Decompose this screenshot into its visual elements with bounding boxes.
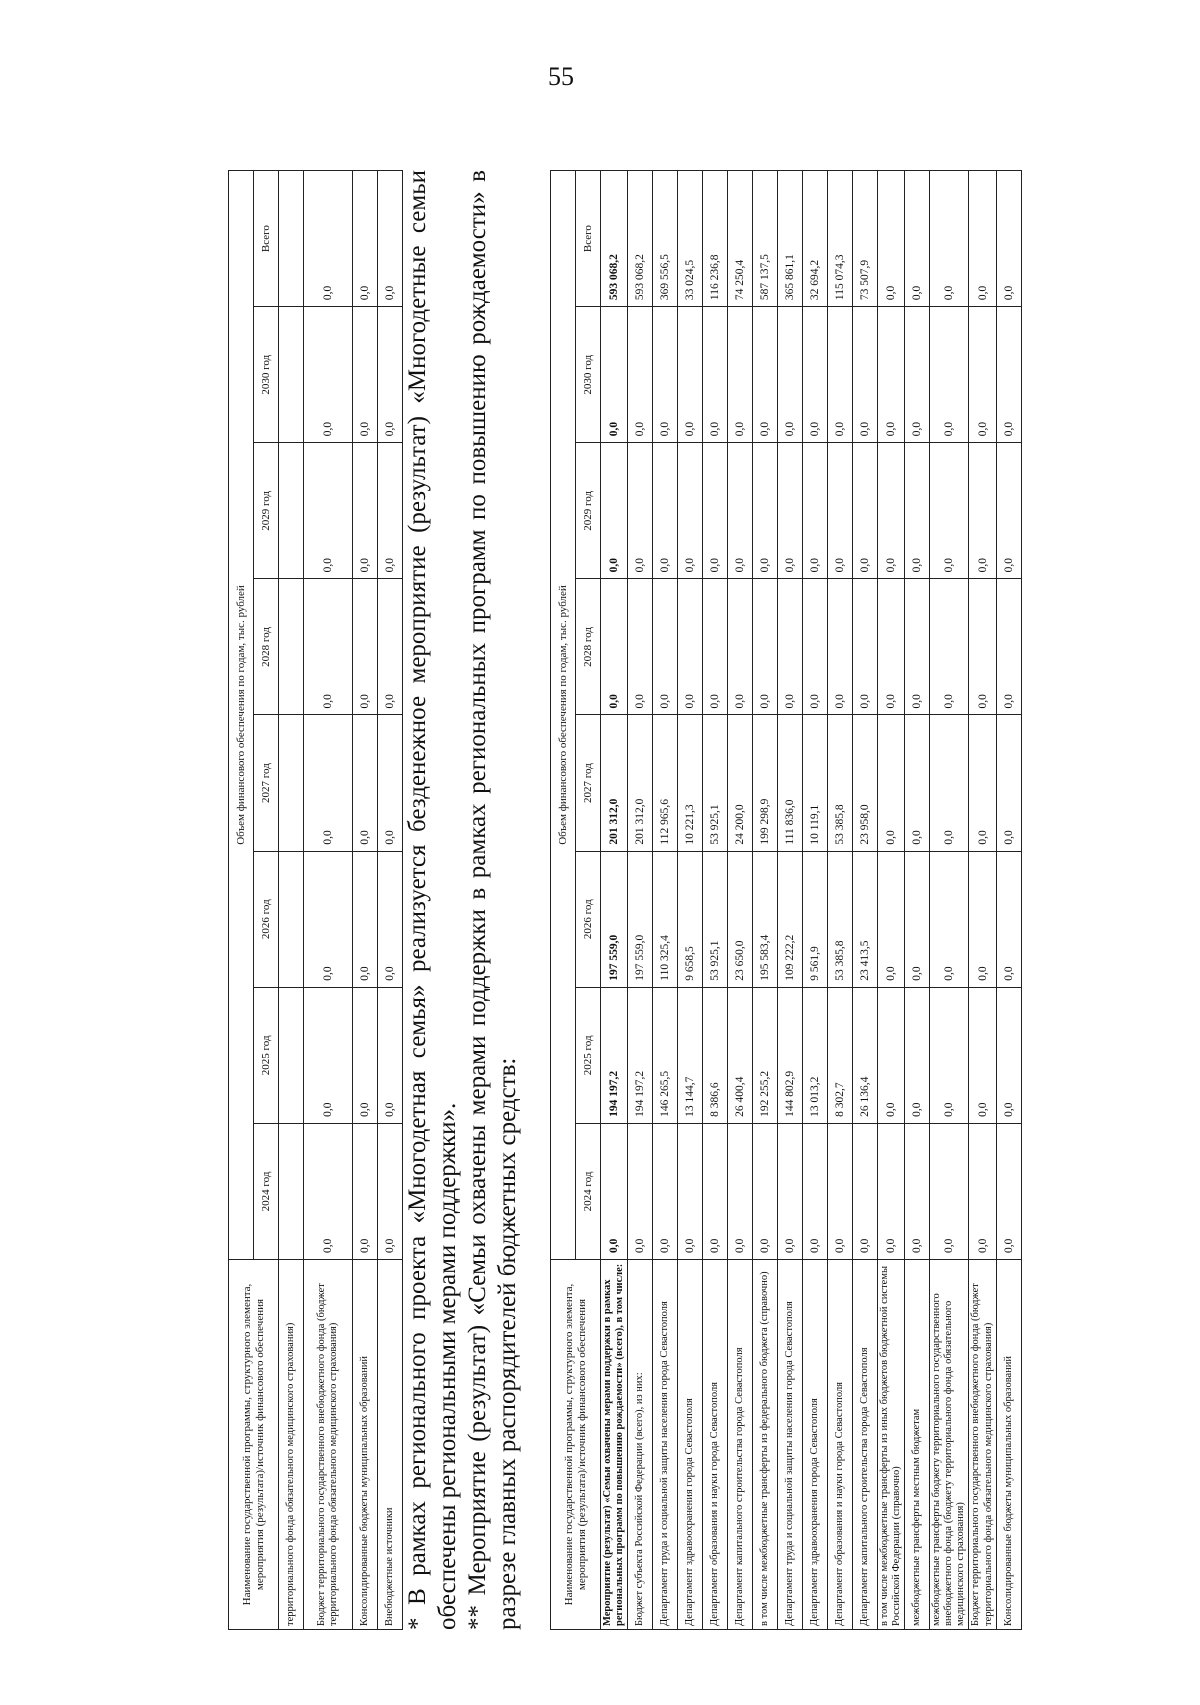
value-cell: 0,0 <box>853 579 878 715</box>
value-cell: 116 236,8 <box>703 171 728 307</box>
value-cell: 0,0 <box>678 579 703 715</box>
row-label: Департамент труда и социальной защиты населения города Севастополя <box>778 1260 803 1630</box>
table-row <box>778 171 803 1630</box>
value-cell: 201 312,0 <box>628 715 653 851</box>
t1-group-header: Объем финансового обеспечения по годам, тыс. рублей <box>229 171 254 1260</box>
t2-name-header: Наименование государственной программы, структурного элемента, мероприятия (результата)/источник финансового обеспечения <box>551 1260 601 1630</box>
value-cell: 23 650,0 <box>728 851 753 987</box>
t1-total-header: Всего <box>254 171 279 307</box>
table-row <box>969 171 996 1630</box>
value-cell: 0,0 <box>728 579 753 715</box>
value-cell: 0,0 <box>728 307 753 443</box>
value-cell: 0,0 <box>304 579 353 715</box>
value-cell: 0,0 <box>753 443 778 579</box>
row-label: межбюджетные трансферты бюджету территориального государственного внебюджетного фонда (бюджету территориального фонда обязательного медицинского страхования) <box>930 1260 969 1630</box>
value-cell: 0,0 <box>828 1123 853 1259</box>
t1-year-header: 2030 год <box>254 307 279 443</box>
value-cell: 0,0 <box>996 307 1021 443</box>
value-cell: 0,0 <box>304 987 353 1123</box>
value-cell: 0,0 <box>378 715 403 851</box>
value-cell: 195 583,4 <box>753 851 778 987</box>
value-cell: 0,0 <box>353 307 378 443</box>
value-cell: 0,0 <box>878 171 905 307</box>
value-cell: 0,0 <box>828 307 853 443</box>
t1-year-header: 2024 год <box>254 1123 279 1259</box>
value-cell: 33 024,5 <box>678 171 703 307</box>
value-cell: 112 965,6 <box>653 715 678 851</box>
value-cell: 194 197,2 <box>601 987 628 1123</box>
value-cell: 0,0 <box>304 851 353 987</box>
row-label: Департамент труда и социальной защиты населения города Севастополя <box>653 1260 678 1630</box>
value-cell: 0,0 <box>304 171 353 307</box>
page-number: 55 <box>548 62 574 91</box>
value-cell: 0,0 <box>878 987 905 1123</box>
t1-year-header: 2028 год <box>254 579 279 715</box>
table-row <box>678 171 703 1630</box>
value-cell <box>279 715 304 851</box>
table-row <box>653 171 678 1630</box>
value-cell: 110 325,4 <box>653 851 678 987</box>
footnotes <box>403 170 523 1630</box>
value-cell: 0,0 <box>853 443 878 579</box>
row-label: Департамент здравоохранения города Севастополя <box>803 1260 828 1630</box>
value-cell: 23 413,5 <box>853 851 878 987</box>
value-cell: 0,0 <box>930 715 969 851</box>
value-cell: 0,0 <box>996 171 1021 307</box>
value-cell: 9 561,9 <box>803 851 828 987</box>
value-cell: 0,0 <box>930 171 969 307</box>
value-cell: 109 222,2 <box>778 851 803 987</box>
value-cell: 0,0 <box>628 579 653 715</box>
row-label: Департамент здравоохранения города Севастополя <box>678 1260 703 1630</box>
value-cell: 13 013,2 <box>803 987 828 1123</box>
value-cell: 0,0 <box>996 715 1021 851</box>
value-cell: 0,0 <box>378 307 403 443</box>
value-cell: 0,0 <box>969 307 996 443</box>
row-label: Бюджет территориального государственного внебюджетного фонда (бюджет территориального фонда обязательного медицинского страхования) <box>304 1260 353 1630</box>
financing-table-continued <box>228 170 403 1630</box>
t1-year-header: 2026 год <box>254 851 279 987</box>
value-cell: 0,0 <box>728 443 753 579</box>
value-cell: 0,0 <box>678 443 703 579</box>
value-cell: 0,0 <box>653 1123 678 1259</box>
value-cell <box>279 1123 304 1259</box>
value-cell: 593 068,2 <box>628 171 653 307</box>
row-label: Мероприятие (результат) «Семьи охвачены мерами поддержки в рамках региональных программ по повышению рождаемости» (всего), в том числе: <box>601 1260 628 1630</box>
value-cell: 0,0 <box>853 1123 878 1259</box>
value-cell <box>279 579 304 715</box>
value-cell: 0,0 <box>353 1123 378 1259</box>
value-cell: 0,0 <box>753 307 778 443</box>
value-cell: 0,0 <box>996 987 1021 1123</box>
t2-year-header: 2030 год <box>576 307 601 443</box>
table-row <box>601 171 628 1630</box>
row-label: межбюджетные трансферты местным бюджетам <box>905 1260 930 1630</box>
value-cell: 0,0 <box>905 1123 930 1259</box>
t1-name-header: Наименование государственной программы, структурного элемента, мероприятия (результата)/источник финансового обеспечения <box>229 1260 279 1630</box>
value-cell: 53 925,1 <box>703 715 728 851</box>
rotated-content <box>228 170 1098 1630</box>
value-cell: 0,0 <box>728 1123 753 1259</box>
table-row <box>930 171 969 1630</box>
value-cell: 0,0 <box>996 579 1021 715</box>
value-cell: 53 385,8 <box>828 715 853 851</box>
value-cell: 0,0 <box>930 307 969 443</box>
value-cell: 0,0 <box>905 443 930 579</box>
row-label: в том числе межбюджетные трансферты из иных бюджетов бюджетной системы Российской Федерации (справочно) <box>878 1260 905 1630</box>
row-label: Бюджет субъекта Российской Федерации (всего), из них: <box>628 1260 653 1630</box>
t2-total-header: Всего <box>576 171 601 307</box>
value-cell: 111 836,0 <box>778 715 803 851</box>
value-cell: 199 298,9 <box>753 715 778 851</box>
value-cell: 73 507,9 <box>853 171 878 307</box>
value-cell: 201 312,0 <box>601 715 628 851</box>
value-cell: 0,0 <box>878 579 905 715</box>
value-cell: 0,0 <box>753 1123 778 1259</box>
value-cell <box>279 171 304 307</box>
value-cell: 0,0 <box>996 851 1021 987</box>
table-row <box>753 171 778 1630</box>
value-cell: 0,0 <box>828 579 853 715</box>
value-cell: 0,0 <box>778 1123 803 1259</box>
value-cell: 10 221,3 <box>678 715 703 851</box>
t2-year-header: 2027 год <box>576 715 601 851</box>
table-row <box>803 171 828 1630</box>
row-label: Внебюджетные источники <box>378 1260 403 1630</box>
value-cell: 0,0 <box>905 307 930 443</box>
t2-year-header: 2024 год <box>576 1123 601 1259</box>
value-cell <box>279 307 304 443</box>
t2-year-header: 2029 год <box>576 443 601 579</box>
financing-by-administrator-table <box>550 170 1022 1630</box>
value-cell: 0,0 <box>753 579 778 715</box>
row-label: Консолидированные бюджеты муниципальных образований <box>353 1260 378 1630</box>
value-cell: 26 400,4 <box>728 987 753 1123</box>
value-cell: 0,0 <box>304 443 353 579</box>
value-cell: 0,0 <box>878 443 905 579</box>
value-cell <box>279 851 304 987</box>
t1-year-header: 2025 год <box>254 987 279 1123</box>
value-cell: 197 559,0 <box>628 851 653 987</box>
value-cell: 10 119,1 <box>803 715 828 851</box>
value-cell: 0,0 <box>930 1123 969 1259</box>
value-cell: 0,0 <box>803 1123 828 1259</box>
table-row <box>703 171 728 1630</box>
value-cell: 0,0 <box>703 307 728 443</box>
value-cell: 0,0 <box>969 987 996 1123</box>
value-cell: 0,0 <box>803 579 828 715</box>
value-cell: 8 386,6 <box>703 987 728 1123</box>
value-cell: 0,0 <box>353 715 378 851</box>
value-cell: 192 255,2 <box>753 987 778 1123</box>
t1-year-header: 2029 год <box>254 443 279 579</box>
value-cell: 0,0 <box>778 307 803 443</box>
value-cell: 26 136,4 <box>853 987 878 1123</box>
value-cell: 0,0 <box>930 851 969 987</box>
value-cell: 0,0 <box>778 579 803 715</box>
value-cell: 0,0 <box>969 579 996 715</box>
value-cell: 0,0 <box>378 851 403 987</box>
value-cell: 0,0 <box>703 443 728 579</box>
value-cell: 0,0 <box>803 307 828 443</box>
value-cell: 0,0 <box>778 443 803 579</box>
value-cell: 9 658,5 <box>678 851 703 987</box>
value-cell: 0,0 <box>653 307 678 443</box>
row-label: в том числе межбюджетные трансферты из федерального бюджета (справочно) <box>753 1260 778 1630</box>
table-row <box>378 171 403 1630</box>
value-cell: 74 250,4 <box>728 171 753 307</box>
value-cell: 0,0 <box>969 443 996 579</box>
value-cell: 369 556,5 <box>653 171 678 307</box>
value-cell: 0,0 <box>601 443 628 579</box>
value-cell: 0,0 <box>703 1123 728 1259</box>
table-row <box>279 171 304 1630</box>
value-cell: 0,0 <box>353 579 378 715</box>
table-row <box>905 171 930 1630</box>
value-cell: 0,0 <box>878 715 905 851</box>
value-cell: 0,0 <box>353 851 378 987</box>
table-row <box>853 171 878 1630</box>
value-cell: 197 559,0 <box>601 851 628 987</box>
table-row <box>628 171 653 1630</box>
value-cell: 0,0 <box>628 443 653 579</box>
row-label: Консолидированные бюджеты муниципальных образований <box>996 1260 1021 1630</box>
table-row <box>828 171 853 1630</box>
value-cell: 0,0 <box>628 1123 653 1259</box>
value-cell: 0,0 <box>996 1123 1021 1259</box>
t2-year-header: 2025 год <box>576 987 601 1123</box>
value-cell: 0,0 <box>905 987 930 1123</box>
value-cell: 0,0 <box>378 1123 403 1259</box>
value-cell: 53 925,1 <box>703 851 728 987</box>
value-cell: 23 958,0 <box>853 715 878 851</box>
value-cell: 0,0 <box>878 1123 905 1259</box>
value-cell: 0,0 <box>378 443 403 579</box>
footnote-1: * В рамках регионального проекта «Многодетная семья» реализуется безденежное мероприятие (результат) «Многодетные семьи обеспечены региональными мерами поддержки». <box>404 170 461 1630</box>
value-cell: 0,0 <box>653 443 678 579</box>
row-label: Бюджет территориального государственного внебюджетного фонда (бюджет территориального фонда обязательного медицинского страхования) <box>969 1260 996 1630</box>
value-cell: 13 144,7 <box>678 987 703 1123</box>
footnote-2: ** Мероприятие (результат) «Семьи охвачены мерами поддержки в рамках региональных программ по повышению рождаемости» в разрезе главных распорядителей бюджетных средств: <box>464 170 521 1630</box>
value-cell: 144 802,9 <box>778 987 803 1123</box>
value-cell: 53 385,8 <box>828 851 853 987</box>
value-cell: 0,0 <box>628 307 653 443</box>
value-cell: 0,0 <box>304 1123 353 1259</box>
value-cell: 0,0 <box>930 579 969 715</box>
row-label: Департамент образования и науки города Севастополя <box>828 1260 853 1630</box>
value-cell: 0,0 <box>930 443 969 579</box>
table-row <box>878 171 905 1630</box>
value-cell: 0,0 <box>378 987 403 1123</box>
t1-year-header: 2027 год <box>254 715 279 851</box>
value-cell: 0,0 <box>853 307 878 443</box>
value-cell: 0,0 <box>378 579 403 715</box>
t2-group-header: Объем финансового обеспечения по годам, тыс. рублей <box>551 171 576 1260</box>
value-cell: 194 197,2 <box>628 987 653 1123</box>
value-cell: 0,0 <box>378 171 403 307</box>
value-cell <box>279 443 304 579</box>
value-cell: 0,0 <box>678 307 703 443</box>
value-cell: 0,0 <box>304 307 353 443</box>
value-cell: 587 137,5 <box>753 171 778 307</box>
value-cell: 0,0 <box>353 987 378 1123</box>
t2-year-header: 2028 год <box>576 579 601 715</box>
value-cell: 0,0 <box>996 443 1021 579</box>
value-cell: 32 694,2 <box>803 171 828 307</box>
table-row <box>996 171 1021 1630</box>
value-cell: 146 265,5 <box>653 987 678 1123</box>
row-label: Департамент капитального строительства города Севастополя <box>853 1260 878 1630</box>
t2-year-header: 2026 год <box>576 851 601 987</box>
value-cell: 0,0 <box>601 1123 628 1259</box>
value-cell: 365 861,1 <box>778 171 803 307</box>
value-cell: 0,0 <box>353 443 378 579</box>
value-cell: 0,0 <box>601 579 628 715</box>
value-cell: 0,0 <box>905 579 930 715</box>
row-label: территориального фонда обязательного медицинского страхования) <box>279 1260 304 1630</box>
table-row <box>304 171 353 1630</box>
table-row <box>353 171 378 1630</box>
table-row <box>728 171 753 1630</box>
value-cell: 0,0 <box>653 579 678 715</box>
value-cell: 0,0 <box>878 851 905 987</box>
value-cell: 0,0 <box>878 307 905 443</box>
value-cell: 0,0 <box>905 715 930 851</box>
value-cell: 8 302,7 <box>828 987 853 1123</box>
value-cell: 0,0 <box>601 307 628 443</box>
value-cell: 0,0 <box>304 715 353 851</box>
value-cell: 0,0 <box>969 1123 996 1259</box>
value-cell <box>279 987 304 1123</box>
row-label: Департамент капитального строительства города Севастополя <box>728 1260 753 1630</box>
value-cell: 0,0 <box>828 443 853 579</box>
value-cell: 0,0 <box>969 171 996 307</box>
row-label: Департамент образования и науки города Севастополя <box>703 1260 728 1630</box>
value-cell: 0,0 <box>969 851 996 987</box>
value-cell: 0,0 <box>703 579 728 715</box>
value-cell: 0,0 <box>905 851 930 987</box>
value-cell: 0,0 <box>905 171 930 307</box>
value-cell: 115 074,3 <box>828 171 853 307</box>
value-cell: 593 068,2 <box>601 171 628 307</box>
value-cell: 0,0 <box>969 715 996 851</box>
value-cell: 0,0 <box>930 987 969 1123</box>
value-cell: 0,0 <box>803 443 828 579</box>
value-cell: 24 200,0 <box>728 715 753 851</box>
value-cell: 0,0 <box>678 1123 703 1259</box>
value-cell: 0,0 <box>353 171 378 307</box>
